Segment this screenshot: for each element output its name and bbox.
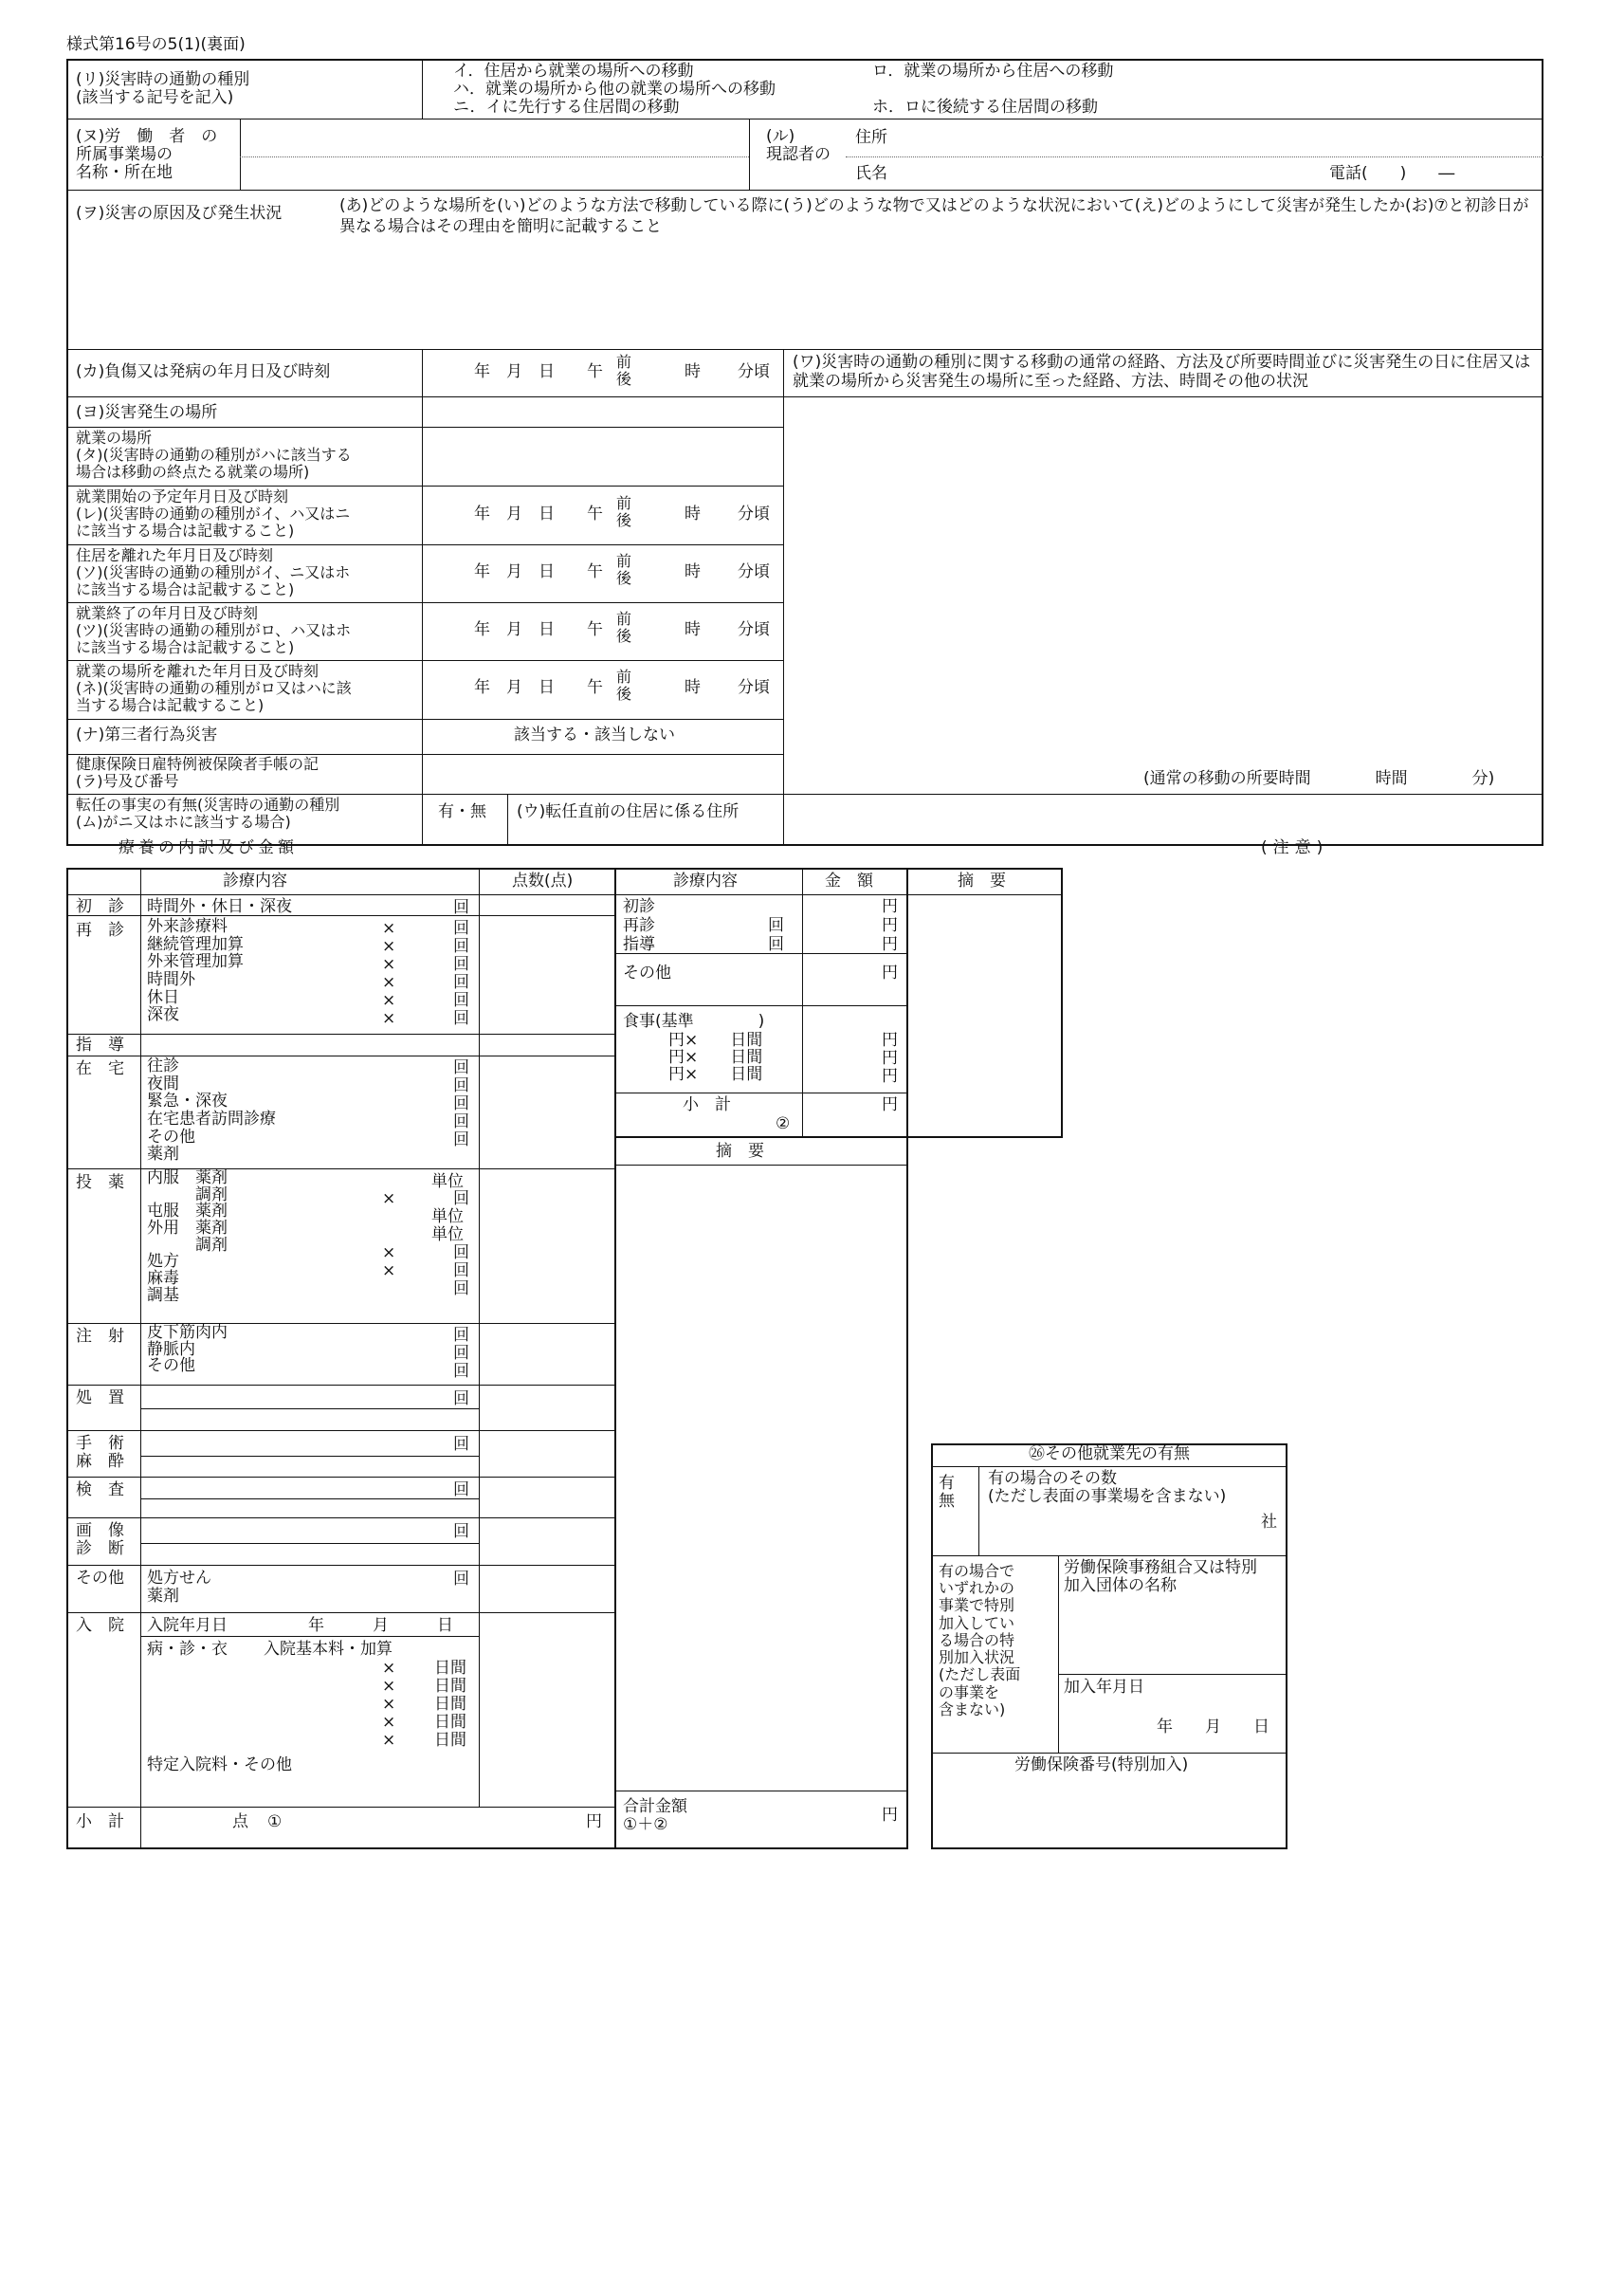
- col-content: 診療内容: [223, 872, 287, 891]
- label-re: 就業開始の予定年月日及び時刻 (レ)(災害時の通勤の種別がイ、ハ又はニ に該当する場合は記載すること): [76, 487, 351, 540]
- row-shokei: 小 計: [76, 1812, 124, 1831]
- r-meal: 食事(基準 ): [623, 1012, 765, 1031]
- row-shochi: 処 置: [76, 1388, 124, 1407]
- option-ho: ホ．ロに後続する住居間の移動: [872, 98, 1098, 117]
- fee-table-middle: [614, 868, 908, 1138]
- other-employer-special: 有の場合で いずれかの 事業で特別 加入してい る場合の特 別加入状況 (ただし表面 の事業を 含まない): [939, 1562, 1021, 1718]
- label-ne: 就業の場所を離れた年月日及び時刻 (ネ)(災害時の通勤の種別がロ又はハに該 当する場合は記載すること): [76, 662, 352, 714]
- col-remarks: 摘 要: [958, 872, 1006, 891]
- row-shujutsu: 手 術 麻 酔: [76, 1434, 124, 1472]
- na-value: 該当する・該当しない: [514, 726, 675, 744]
- label-na: (ナ)第三者行為災害: [76, 726, 218, 744]
- row-sonota: その他: [76, 1569, 124, 1588]
- ka-zen-go: 前 後: [616, 353, 632, 388]
- nyuin-date: 入院年月日 年 月 日: [147, 1616, 453, 1635]
- nyuin-special: 特定入院料・その他: [147, 1755, 292, 1774]
- chusha-items: 皮下筋肉内 静脈内 その他: [147, 1323, 228, 1376]
- row-shido: 指 導: [76, 1036, 124, 1055]
- label-wo: (ヲ)災害の原因及び発生状況: [76, 204, 283, 223]
- label-ra: 健康保険日雇特例被保険者手帳の記 (ラ)号及び番号: [76, 755, 320, 790]
- r-shoshin: 初診: [623, 897, 655, 916]
- fee-tekiyo-box: [614, 1136, 908, 1849]
- witness-address: 住所: [855, 128, 887, 147]
- shoshin-items: 時間外・休日・深夜: [147, 897, 292, 916]
- option-i: イ．住居から就業の場所への移動: [453, 62, 694, 81]
- shokei-yen: 円: [586, 1812, 602, 1831]
- toyaku-items: 内服 薬剤 調剤 屯服 薬剤 外用 薬剤 調剤 処方 麻毒 調基: [147, 1168, 228, 1305]
- r-circle2: ②: [776, 1114, 791, 1133]
- r-shokei: 小 計: [683, 1095, 731, 1114]
- col-amount: 金 額: [825, 872, 873, 891]
- label-ri: (リ)災害時の通勤の種別 (該当する記号を記入): [76, 70, 250, 108]
- shokei-ten: 点: [232, 1812, 248, 1831]
- other-employer-title: ㉖その他就業先の有無: [1029, 1444, 1190, 1463]
- r-gokei: 合計金額 ①＋②: [623, 1797, 687, 1835]
- row-saishin: 再 診: [76, 921, 124, 940]
- gokei-yen: 円: [882, 1806, 898, 1825]
- label-mu: 転任の事実の有無(災害時の通勤の種別 (ム)がニ又はホに該当する場合): [76, 796, 340, 831]
- other-employer-ymd: 年 月 日: [1157, 1717, 1269, 1736]
- label-so: 住居を離れた年月日及び時刻 (ソ)(災害時の通勤の種別がイ、ニ又はホ に該当する場合は記載すること): [76, 546, 351, 598]
- other-employer-insno: 労働保険番号(特別加入): [1014, 1755, 1189, 1774]
- label-yo: (ヨ)災害発生の場所: [76, 403, 218, 422]
- row-nyuin: 入 院: [76, 1616, 124, 1635]
- row-zaitaku: 在 宅: [76, 1059, 124, 1078]
- ka-fun: 分頃: [738, 362, 770, 381]
- row-chusha: 注 射: [76, 1327, 124, 1346]
- witness-name: 氏名: [855, 164, 887, 183]
- usual-time: (通常の移動の所要時間 時間 分): [1143, 769, 1495, 788]
- wo-instruction: (あ)どのような場所を(い)どのような方法で移動している際に(う)どのような物で又はどのような状況において(え)どのようにして災害が発生したか(お)⑦と初診日が異なる場合はその理由を簡明に記載すること: [339, 196, 1529, 237]
- row-kensa: 検 査: [76, 1480, 124, 1499]
- label-u: (ウ)転任直前の住居に係る住所: [517, 802, 740, 821]
- sonota-items: 処方せん 薬剤: [147, 1569, 211, 1607]
- r-shido: 指導: [623, 935, 655, 954]
- other-employer-union: 労働保険事務組合又は特別 加入団体の名称: [1064, 1558, 1257, 1596]
- label-nu: (ヌ)労 働 者 の 所属事業場の 名称・所在地: [76, 127, 218, 183]
- other-employer-sha: 社: [1261, 1513, 1277, 1532]
- col-content2: 診療内容: [673, 872, 738, 891]
- form-number: 様式第16号の5(1)(裏面): [66, 35, 246, 54]
- label-ta: 就業の場所 (タ)(災害時の通勤の種別がハに該当する 場合は移動の終点たる就業の場所): [76, 429, 352, 481]
- zaitaku-items: 往診 夜間 緊急・深夜 在宅患者訪問診療 その他 薬剤: [147, 1056, 276, 1165]
- fee-remarks-col: [906, 868, 1063, 1138]
- ka-ji: 時: [685, 362, 701, 381]
- option-ha: ハ．就業の場所から他の就業の場所への移動: [453, 80, 776, 99]
- col-points: 点数(点): [512, 872, 574, 891]
- other-employer-join-date: 加入年月日: [1064, 1678, 1144, 1697]
- shokei-circle1: ①: [267, 1812, 283, 1831]
- row-gazo: 画 像 診 断: [76, 1521, 124, 1559]
- label-ru: (ル) 現認者の: [766, 127, 831, 165]
- r-sonota: その他: [623, 964, 671, 983]
- witness-phone: 電話( ) ―: [1329, 164, 1455, 183]
- row-shoshin: 初 診: [76, 897, 124, 916]
- r-tekiyo: 摘 要: [716, 1142, 764, 1161]
- other-employer-umu: 有 無: [939, 1474, 955, 1512]
- option-ro: ロ．就業の場所から住居への移動: [872, 62, 1114, 81]
- mu-value: 有・無: [438, 802, 486, 821]
- row-toyaku: 投 薬: [76, 1173, 124, 1192]
- nyuin-base: 入院基本料・加算: [264, 1640, 393, 1659]
- label-wa: (ワ)災害時の通勤の種別に関する移動の通常の経路、方法及び所要時間並びに災害発生の日に住居又は就業の場所から災害発生の場所に至った経路、方法、時間その他の状況: [793, 353, 1531, 392]
- label-tsu: 就業終了の年月日及び時刻 (ツ)(災害時の通勤の種別がロ、ハ又はホ に該当する場合は記載すること): [76, 604, 352, 656]
- r-saishin: 再診: [623, 916, 655, 935]
- option-ni: ニ．イに先行する住居間の移動: [453, 98, 680, 117]
- notes-heading: (注意): [1261, 838, 1329, 857]
- r-meal-rows: 円× 日間 円× 日間 円× 日間: [668, 1031, 763, 1085]
- label-ka: (カ)負傷又は発病の年月日及び時刻: [76, 362, 331, 381]
- saishin-items: 外来診療料 継続管理加算 外来管理加算 時間外 休日 深夜: [147, 917, 244, 1025]
- nyuin-sub: 病・診・衣: [147, 1640, 228, 1659]
- ka-date: 年 月 日 午: [474, 362, 603, 381]
- fees-heading: 療養の内訳及び金額: [119, 838, 298, 857]
- other-employer-count: 有の場合のその数 (ただし表面の事業場を含まない): [988, 1469, 1227, 1507]
